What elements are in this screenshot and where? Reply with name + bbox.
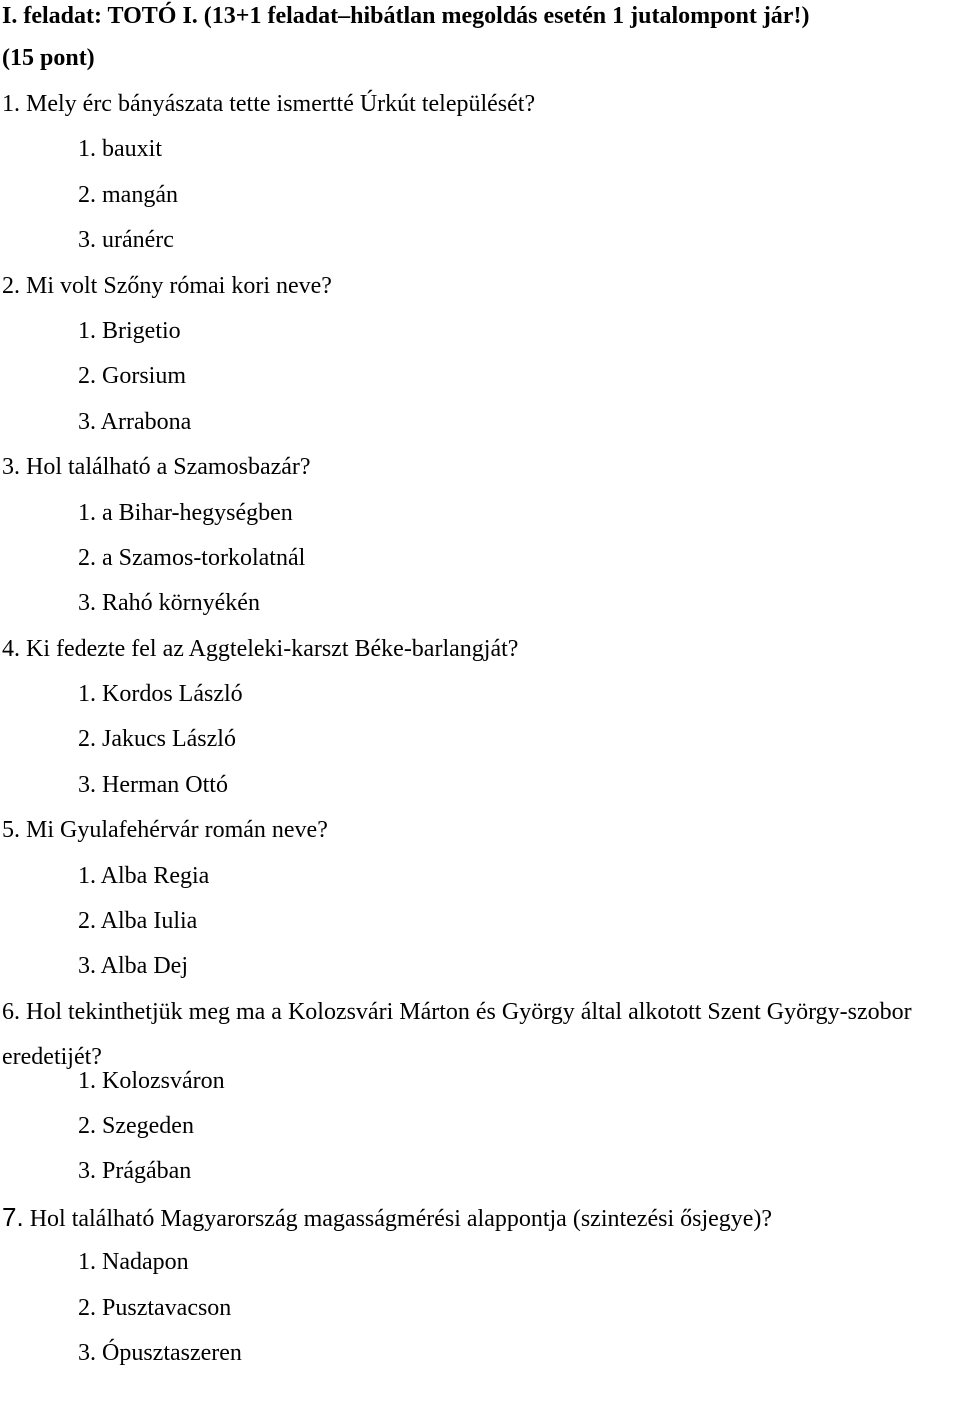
question-7-number: 7.	[2, 1201, 24, 1232]
answer-option: 2. Szegeden	[78, 1113, 194, 1140]
question-5: 5. Mi Gyulafehérvár román neve?	[2, 817, 328, 844]
question-6: 6. Hol tekinthetjük meg ma a Kolozsvári Márton és György által alkotott Szent György-szobor eredetijét?	[2, 998, 912, 1071]
task-points: (15 pont)	[2, 45, 95, 71]
question-1: 1. Mely érc bányászata tette ismertté Úrkút települését?	[2, 91, 536, 117]
question-7	[2, 1201, 960, 1250]
answer-option: 3. Ópusztaszeren	[78, 1339, 242, 1366]
answer-option: 2. mangán	[78, 181, 178, 208]
question-4: 4. Ki fedezte fel az Aggteleki-karszt Béke-barlangját?	[2, 635, 519, 662]
question-3: 3. Hol található a Szamosbazár?	[2, 454, 311, 481]
answer-option: 3. Arrabona	[78, 408, 192, 435]
answer-option: 3. Herman Ottó	[78, 771, 228, 798]
answer-option: 1. Brigetio	[78, 317, 181, 344]
task-title: I. feladat: TOTÓ I. (13+1 feladat–hibátlan megoldás esetén 1 jutalompont jár!)	[2, 3, 810, 29]
answer-option: 1. a Bihar-hegységben	[78, 499, 293, 526]
answer-option: 2. Pusztavacson	[78, 1294, 232, 1321]
answer-option: 1. bauxit	[78, 136, 162, 163]
question-2: 2. Mi volt Szőny római kori neve?	[2, 272, 332, 299]
answer-option: 3. Alba Dej	[78, 953, 188, 980]
answer-option: 2. Gorsium	[78, 363, 186, 390]
answer-option: 1. Kolozsváron	[78, 1067, 225, 1094]
answer-option: 2. Jakucs László	[78, 726, 236, 753]
answer-option: 1. Alba Regia	[78, 862, 210, 889]
answer-option: 1. Kordos László	[78, 681, 243, 708]
answer-option: 2. a Szamos-torkolatnál	[78, 544, 306, 571]
answer-option: 3. uránérc	[78, 227, 174, 254]
answer-option: 3. Prágában	[78, 1158, 192, 1185]
question-7-text: Hol található Magyarország magasságmérési alappontja (szintezési ősjegye)?	[23, 1205, 773, 1232]
answer-option: 3. Rahó környékén	[78, 590, 260, 617]
answer-option: 1. Nadapon	[78, 1249, 189, 1276]
answer-option: 2. Alba Iulia	[78, 908, 198, 935]
